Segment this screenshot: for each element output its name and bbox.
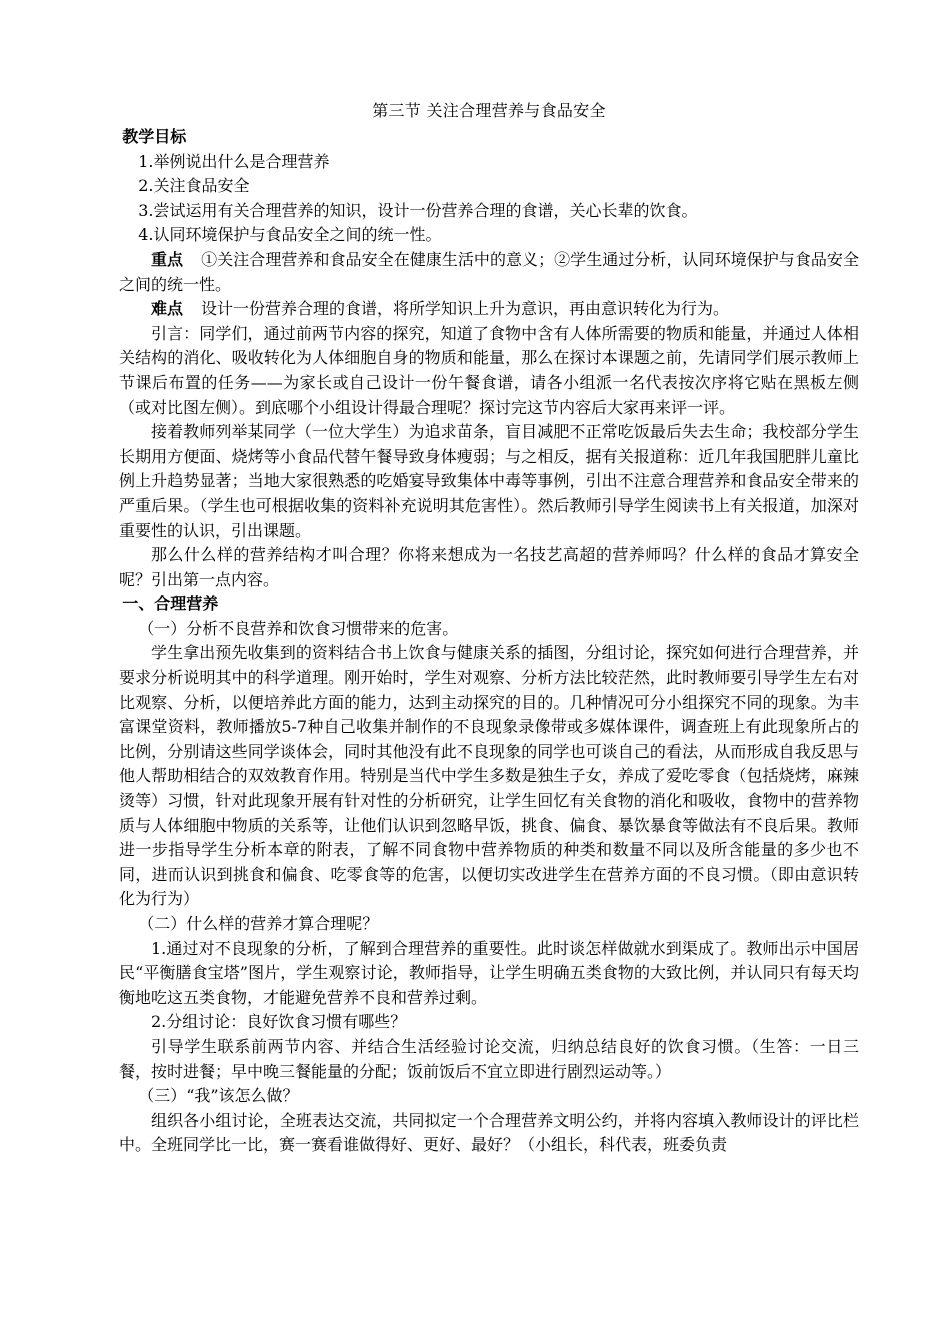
body-paragraph: 1.通过对不良现象的分析，了解到合理营养的重要性。此时谈怎样做就水到渠成了。教师出示中国居民“平衡膳食宝塔”图片，学生观察讨论，教师指导，让学生明确五类食物的大致比例，并认同只有每天均衡地吃这五类食物，才能避免营养不良和营养过剩。	[119, 938, 859, 1007]
body-paragraph: 组织各小组讨论，全班表达交流，共同拟定一个合理营养文明公约，并将内容填入教师设计的评比栏中。全班同学比一比，赛一赛看谁做得好、更好、最好？（小组长，科代表，班委负责	[119, 1110, 859, 1155]
difficulty-label: 难点	[151, 299, 184, 319]
objective-item: 1.举例说出什么是合理营养	[138, 151, 330, 171]
body-paragraph: 2.分组讨论：良好饮食习惯有哪些？	[151, 1012, 407, 1032]
body-paragraph: 学生拿出预先收集到的资料结合书上饮食与健康关系的插图，分组讨论，探究如何进行合理营养，并要求分析说明其中的科学道理。刚开始时，学生对观察、分析方法比较茫然，此时教师要引导学生左右对比观察、分析，以便培养此方面的能力，达到主动探究的目的。几种情况可分小组探究不同的现象。为丰富课堂资料，教师播放5-7种自己收集并制作的不良现象录像带或多媒体课件，调查班上有此现象所占的比例，分别请这些同学谈体会，同时其他没有此不良现象的同学也可谈自己的看法，从而形成自我反思与他人帮助相结合的双效教育作用。特别是当代中学生多数是独生子女，养成了爱吃零食（包括烧烤，麻辣烫等）习惯，针对此现象开展有针对性的分析研究，让学生回忆有关食物的消化和吸收，食物中的营养物质与人体细胞中物质的关系等，让他们认识到忽略早饭，挑食、偏食、暴饮暴食等做法有不良后果。教师进一步指导学生分析本章的附表，了解不同食物中营养物质的种类和数量不同以及所含能量的多少也不同，进而认识到挑食和偏食、吃零食等的危害，以便切实改进学生在营养方面的不良习惯。（即由意识转化为行为）	[119, 643, 859, 909]
difficulty-text: 设计一份营养合理的食谱，将所学知识上升为意识，再由意识转化为行为。	[201, 299, 730, 319]
section-heading: 一、合理营养	[122, 594, 219, 614]
body-paragraph: 接着教师列举某同学（一位大学生）为追求苗条，盲目减肥不正常吃饭最后失去生命；我校部分学生长期用方便面、烧烤等小食品代替午餐导致身体瘦弱；与之相反，据有关报道称：近几年我国肥胖儿童比例上升趋势显著；当地大家很熟悉的吃婚宴导致集体中毒等事例，引出不注意合理营养和食品安全带来的严重后果。（学生也可根据收集的资料补充说明其危害性）。然后教师引导学生阅读书上有关报道，加深对重要性的认识，引出课题。	[119, 422, 859, 540]
objective-item: 2.关注食品安全	[138, 176, 250, 196]
subsection-heading: （二）什么样的营养才算合理呢？	[138, 914, 379, 933]
body-paragraph: 那么什么样的营养结构才叫合理？你将来想成为一名技艺高超的营养师吗？什么样的食品才算安全呢？引出第一点内容。	[119, 545, 859, 589]
subsection-heading: （三）“我”该怎么做？	[138, 1086, 299, 1106]
document-body	[119, 99, 859, 1158]
difficulty-paragraph	[119, 297, 859, 322]
page-title: 第三节 关注合理营养与食品安全	[372, 101, 606, 120]
key-points-label: 重点	[151, 249, 184, 269]
body-paragraph: 引导学生联系前两节内容、并结合生活经验讨论交流，归纳总结良好的饮食习惯。（生答：一日三餐，按时进餐；早中晚三餐能量的分配；饭前饭后不宜立即进行剧烈运动等。）	[119, 1036, 859, 1081]
objectives-heading: 教学目标	[122, 127, 187, 146]
objective-item: 4.认同环境保护与食品安全之间的统一性。	[138, 225, 442, 245]
subsection-heading: （一）分析不良营养和饮食习惯带来的危害。	[138, 618, 459, 638]
key-points-text: ①关注合理营养和食品安全在健康生活中的意义；②学生通过分析，认同环境保护与食品安全之间的统一性。	[119, 249, 859, 294]
intro-paragraph: 引言：同学们，通过前两节内容的探究，知道了食物中含有人体所需要的物质和能量，并通过人体相关结构的消化、吸收转化为人体细胞自身的物质和能量，那么在探讨本课题之前，先请同学们展示教师上节课后布置的任务——为家长或自己设计一份午餐食谱，请各小组派一名代表按次序将它贴在黑板左侧（或对比图左侧）。到底哪个小组设计得最合理呢？探讨完这节内容后大家再来评一评。	[119, 323, 859, 417]
objective-item: 3.尝试运用有关合理营养的知识，设计一份营养合理的食谱，关心长辈的饮食。	[138, 200, 698, 220]
key-points-paragraph	[119, 248, 859, 297]
